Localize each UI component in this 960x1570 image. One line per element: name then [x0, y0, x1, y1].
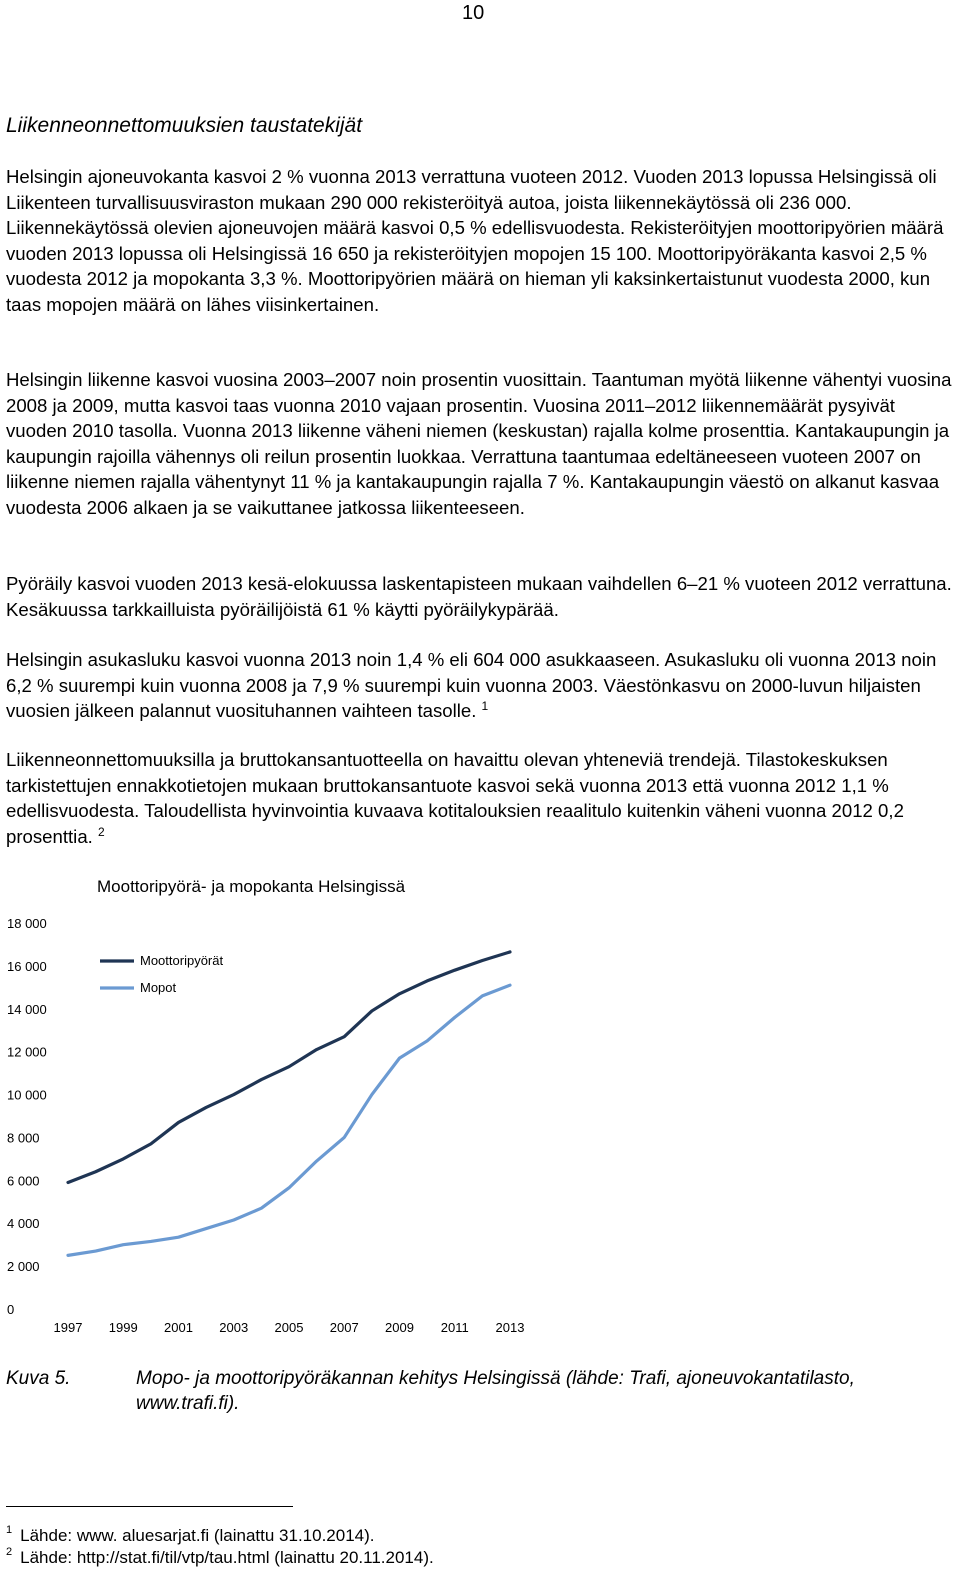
- x-tick-label: 2007: [329, 1320, 359, 1335]
- page-number: 10: [462, 2, 485, 24]
- footnote-divider: [6, 1506, 293, 1507]
- x-tick-label: 2013: [495, 1320, 525, 1335]
- x-tick-label: 2011: [440, 1320, 469, 1335]
- footnote-1: [6, 1526, 375, 1546]
- x-axis-ticks: [54, 1320, 525, 1335]
- paragraph-vehicle-fleet: [6, 164, 954, 317]
- footnote-2: [6, 1548, 434, 1568]
- x-tick-label: 2001: [164, 1320, 193, 1335]
- paragraph-text: Pyöräily kasvoi vuoden 2013 kesä-elokuussa laskentapisteen mukaan vaihdellen 6–21 % vuoteen 2012 verrattuna. Kesäkuussa tarkkailluista pyöräilijöistä 61 % käytti pyöräilykypärää.: [6, 573, 952, 620]
- x-tick-label: 2003: [219, 1320, 249, 1335]
- x-tick-label: 2009: [385, 1320, 414, 1335]
- legend-label: Moottoripyörät: [140, 953, 224, 968]
- y-tick-label: 12 000: [7, 1044, 47, 1060]
- paragraph-cycling: [6, 571, 954, 622]
- y-tick-label: 8 000: [7, 1130, 40, 1146]
- paragraph-text: Helsingin liikenne kasvoi vuosina 2003–2007 noin prosentin vuosittain. Taantuman myötä liikenne vähentyi vuosina 2008 ja 2009, mutta kasvoi taas vuonna 2010 vajaan prosentin. Vuosina 2011–2012 liikennemäärät pysyivät vuoden 2010 tasolla. Vuonna 2013 liikenne väheni niemen (keskustan) rajalla kolme prosenttia. Kantakaupungin ja kaupungin rajoilla vähennys oli reilun prosentin luokkaa. Verrattuna taantumaa edeltäneeseen vuoteen 2007 on liikenne niemen rajalla vähentynyt 11 % ja kantakaupungin rajalla 7 %. Kantakaupungin väestö on alkanut kasvaa vuodesta 2006 alkaen ja se vaikuttanee jatkossa liikenteeseen.: [6, 369, 952, 518]
- chart-legend: [100, 953, 223, 995]
- footnote-number: 2: [6, 1546, 13, 1558]
- series-line: [68, 952, 510, 1183]
- y-tick-label: 14 000: [7, 1001, 47, 1017]
- y-tick-label: 18 000: [7, 916, 47, 931]
- y-axis-ticks: [7, 916, 47, 1317]
- paragraph-economy: [6, 747, 954, 849]
- footnote-text: Lähde: www. aluesarjat.fi (lainattu 31.10.2014).: [20, 1526, 375, 1545]
- y-tick-label: 6 000: [7, 1173, 40, 1189]
- footnote-number: 1: [6, 1524, 13, 1536]
- y-tick-label: 0: [7, 1302, 15, 1317]
- y-tick-label: 16 000: [7, 958, 47, 974]
- footnote-text: Lähde: http://stat.fi/til/vtp/tau.html (lainattu 20.11.2014).: [20, 1548, 434, 1567]
- figure-caption-label: Kuva 5.: [6, 1368, 71, 1389]
- paragraph-traffic: [6, 367, 954, 520]
- footnote-ref-2[interactable]: 2: [98, 824, 105, 839]
- y-tick-label: 10 000: [7, 1087, 47, 1103]
- paragraph-population: [6, 647, 954, 724]
- paragraph-text: Liikenneonnettomuuksilla ja bruttokansantuotteella on havaittu olevan yhteneviä trendejä. Tilastokeskuksen tarkistettujen ennakkotietojen mukaan bruttokansantuote kasvoi sekä vuonna 2013 että vuonna 2012 1,1 % edellisvuodesta. Taloudellista hyvinvointia kuvaava kotitalouksien reaalitulo kuitenkin väheni vuonna 2012 0,2 prosenttia.: [6, 749, 904, 847]
- line-chart: [0, 900, 560, 1340]
- x-tick-label: 1999: [108, 1320, 138, 1335]
- paragraph-text: Helsingin ajoneuvokanta kasvoi 2 % vuonna 2013 verrattuna vuoteen 2012. Vuoden 2013 lopussa Helsingissä oli Liikenteen turvallisuusviraston mukaan 290 000 rekisteröityä autoa, joista liikennekäytössä oli 236 000. Liikennekäytössä olevien ajoneuvojen määrä kasvoi 0,5 % edellisvuodesta. Rekisteröityjen moottoripyörien määrä vuoden 2013 lopussa oli Helsingissä 16 650 ja rekisteröityjen mopojen 15 100. Moottoripyöräkanta kasvoi 2,5 % vuodesta 2012 ja mopokanta 3,3 %. Moottoripyörien määrä on hieman yli kaksinkertaistunut vuodesta 2000, kun taas mopojen määrä on lähes viisinkertainen.: [6, 166, 944, 315]
- x-tick-label: 1997: [53, 1320, 83, 1335]
- legend-label: Mopot: [140, 980, 177, 995]
- paragraph-text: Helsingin asukasluku kasvoi vuonna 2013 noin 1,4 % eli 604 000 asukkaaseen. Asukasluku oli vuonna 2013 noin 6,2 % suurempi kuin vuonna 2008 ja 7,9 % suurempi kuin vuonna 2003. Väestönkasvu on 2000-luvun hiljaisten vuosien jälkeen palannut vuosituhannen vaihteen tasolle.: [6, 649, 937, 721]
- y-tick-label: 2 000: [7, 1259, 40, 1275]
- chart-series: [68, 952, 510, 1255]
- chart-title: Moottoripyörä- ja mopokanta Helsingissä: [97, 877, 406, 896]
- x-tick-label: 2005: [274, 1320, 304, 1335]
- figure-caption-text: Mopo- ja moottoripyöräkannan kehitys Helsingissä (lähde: Trafi, ajoneuvokantatilasto, www.trafi.fi).: [136, 1368, 855, 1414]
- y-tick-label: 4 000: [7, 1216, 40, 1232]
- footnote-ref-1[interactable]: 1: [481, 699, 489, 713]
- section-heading: Liikenneonnettomuuksien taustatekijät: [6, 114, 363, 137]
- series-line: [68, 985, 510, 1255]
